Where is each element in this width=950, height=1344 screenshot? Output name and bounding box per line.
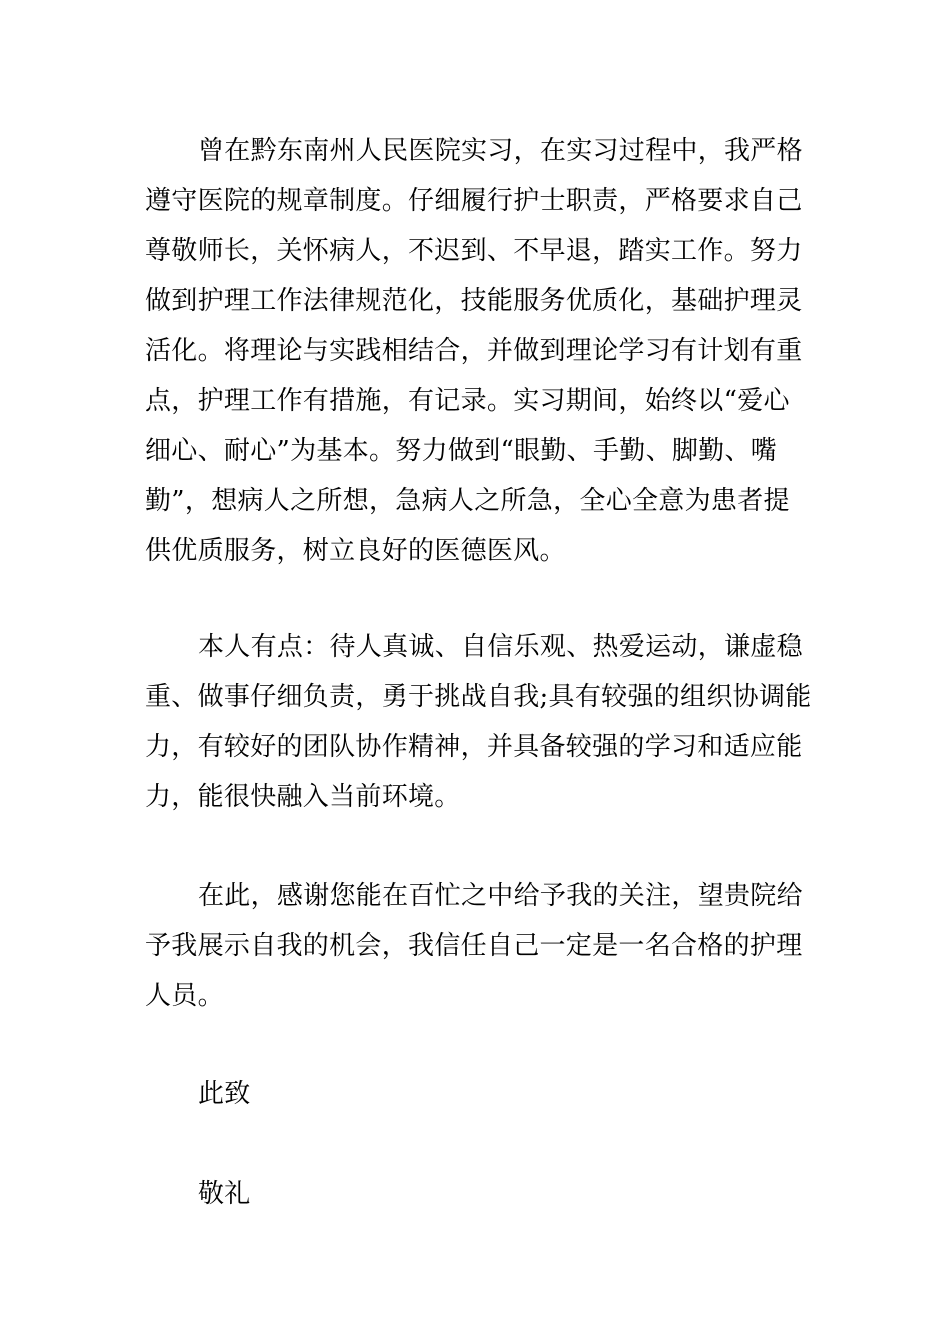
paragraph-line: 遵守医院的规章制度。仔细履行护士职责，严格要求自己: [145, 186, 803, 216]
closing-jingli: 敬礼: [198, 1179, 251, 1209]
closing-cizhi: 此致: [198, 1079, 251, 1109]
paragraph-line: 力，能很快融入当前环境。: [145, 782, 461, 812]
paragraph-line: 点，护理工作有措施，有记录。实习期间，始终以“爱心: [145, 386, 790, 416]
paragraph-line: 予我展示自我的机会，我信任自己一定是一名合格的护理: [145, 931, 803, 961]
paragraph-line: 力，有较好的团队协作精神，并具备较强的学习和适应能: [145, 732, 803, 762]
paragraph-line: 做到护理工作法律规范化，技能服务优质化，基础护理灵: [145, 286, 803, 316]
paragraph-line: 供优质服务，树立良好的医德医风。: [145, 536, 566, 566]
paragraph-line: 人员。: [145, 981, 224, 1011]
paragraph-line: 重、做事仔细负责，勇于挑战自我;具有较强的组织协调能: [145, 682, 812, 712]
paragraph-line: 在此，感谢您能在百忙之中给予我的关注，望贵院给: [198, 881, 803, 911]
paragraph-line: 勤”，想病人之所想，急病人之所急，全心全意为患者提: [145, 486, 790, 516]
paragraph-line: 活化。将理论与实践相结合，并做到理论学习有计划有重: [145, 336, 803, 366]
paragraph-line: 尊敬师长，关怀病人，不迟到、不早退，踏实工作。努力: [145, 236, 803, 266]
paragraph-internship: [145, 126, 810, 576]
paragraph-strengths: [145, 622, 810, 822]
paragraph-line: 细心、耐心”为基本。努力做到“眼勤、手勤、脚勤、嘴: [145, 436, 778, 466]
paragraph-line: 本人有点：待人真诚、自信乐观、热爱运动，谦虚稳: [198, 632, 803, 662]
paragraph-thanks: [145, 871, 810, 1021]
paragraph-line: 曾在黔东南州人民医院实习，在实习过程中，我严格: [198, 136, 803, 166]
